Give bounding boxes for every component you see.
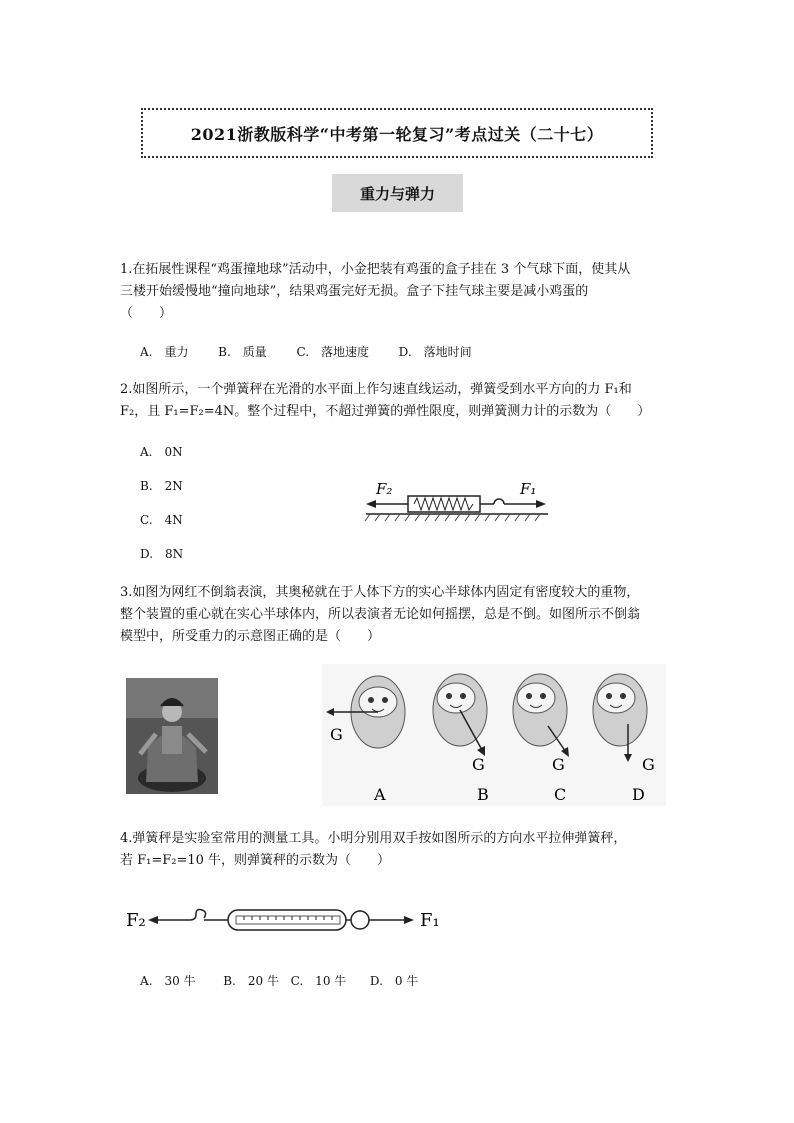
tumbler-b-label: B	[477, 785, 489, 804]
q4-option-d: D. 0 牛	[369, 974, 419, 988]
q4-fig-f2-label: F₂	[126, 910, 146, 931]
question-4-line-1: 4.弹簧秤是实验室常用的测量工具。小明分别用双手按如图所示的方向水平拉伸弹簧秤，	[120, 831, 627, 846]
question-1	[120, 259, 680, 325]
question-4	[120, 828, 680, 872]
q2-option-b: B. 2N	[140, 479, 183, 493]
tumbler-c-g-label: G	[552, 755, 565, 774]
question-1-options	[140, 343, 472, 360]
section-subtitle: 重力与弹力	[332, 174, 463, 212]
q2-option-a: A. 0N	[140, 445, 183, 459]
q1-option-a: A. 重力	[140, 345, 189, 359]
tumbler-b-g-label: G	[472, 755, 485, 774]
question-3-line-3: 模型中，所受重力的示意图正确的是（ ）	[120, 629, 381, 644]
q1-option-b: B. 质量	[218, 345, 267, 359]
q2-fig-f1-label: F₁	[520, 480, 537, 498]
q2-option-d: D. 8N	[140, 547, 184, 561]
page-title: 2021浙教版科学“中考第一轮复习”考点过关（二十七）	[141, 108, 653, 158]
q2-fig-f2-label: F₂	[376, 480, 393, 498]
question-1-line-2: 三楼开始缓慢地“撞向地球”，结果鸡蛋完好无损。盒子下挂气球主要是减小鸡蛋的	[120, 284, 589, 299]
tumbler-d-label: D	[632, 785, 645, 804]
question-3	[120, 582, 680, 648]
q4-option-c: C. 10 牛	[290, 974, 347, 988]
q1-option-c: C. 落地速度	[296, 345, 370, 359]
q1-option-d: D. 落地时间	[398, 345, 472, 359]
question-3-line-1: 3.如图为网红不倒翁表演，其奥秘就在于人体下方的实心半球体内固定有密度较大的重物，	[120, 585, 640, 600]
q4-fig-f1-label: F₁	[420, 910, 440, 931]
spring-scale-figure-q4	[124, 898, 442, 944]
question-4-line-2: 若 F₁=F₂=10 牛，则弹簧秤的示数为（ ）	[120, 853, 391, 868]
tumbler-c-label: C	[554, 785, 567, 804]
question-2-line-1: 2.如图所示，一个弹簧秤在光滑的水平面上作匀速直线运动，弹簧受到水平方向的力 F₁和	[120, 382, 632, 397]
question-2-line-2: F₂，且 F₁=F₂=4N。整个过程中，不超过弹簧的弹性限度，则弹簧测力计的示数为（ ）	[120, 404, 651, 419]
tumbler-figure-q3	[322, 664, 666, 806]
tumbler-a-g-label: G	[330, 725, 343, 744]
spring-scale-figure-q2	[362, 476, 552, 524]
question-1-line-1: 1.在拓展性课程“鸡蛋撞地球”活动中，小金把装有鸡蛋的盒子挂在 3 个气球下面，使其从	[120, 262, 631, 277]
question-4-options	[140, 972, 418, 989]
q4-option-b: B. 20 牛	[223, 974, 279, 988]
tumbler-d-g-label: G	[642, 755, 655, 774]
performer-photo-illustration	[126, 678, 218, 794]
question-2	[120, 379, 680, 423]
performer-photo	[126, 678, 218, 794]
tumbler-a-label: A	[374, 785, 386, 804]
question-1-line-3: （ ）	[120, 306, 173, 321]
q4-option-a: A. 30 牛	[140, 974, 196, 988]
question-3-line-2: 整个装置的重心就在实心半球体内，所以表演者无论如何摇摆，总是不倒。如图所示不倒翁	[120, 607, 641, 622]
q2-option-c: C. 4N	[140, 513, 183, 527]
